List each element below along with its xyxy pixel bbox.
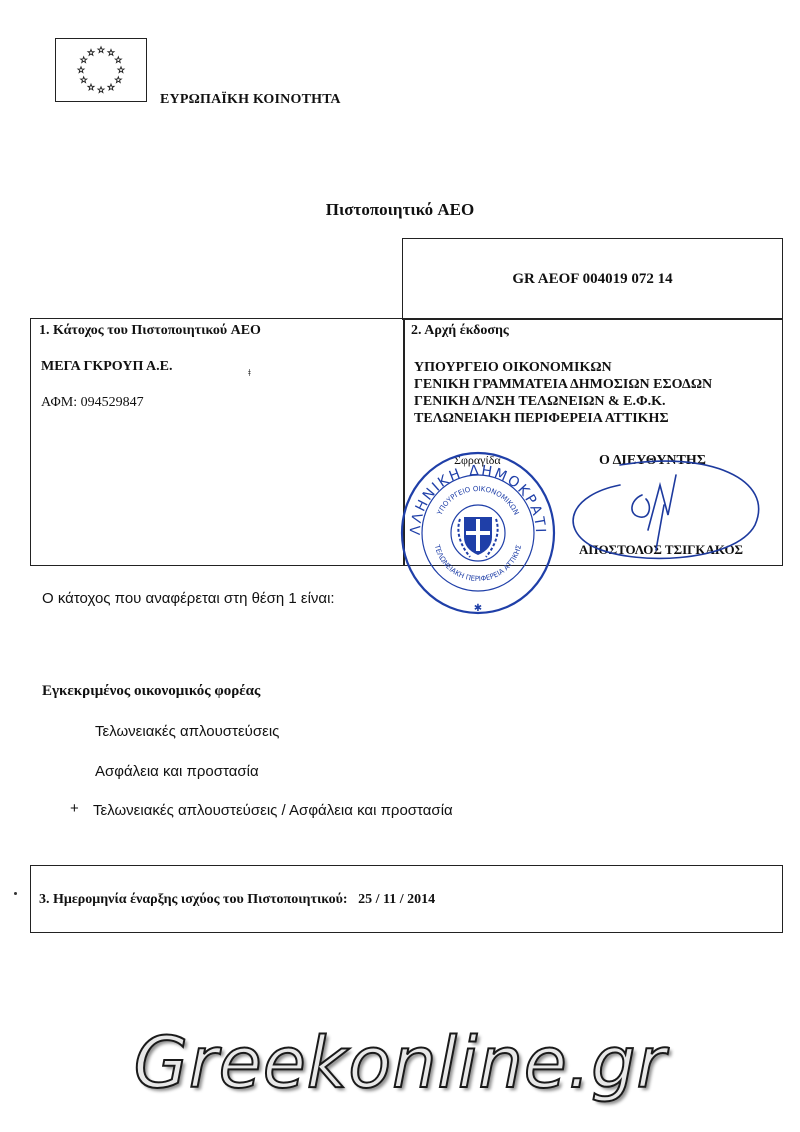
document-title: Πιστοποιητικό AEO: [325, 200, 475, 219]
eu-star-icon: [81, 77, 87, 83]
eu-star-icon: [115, 57, 121, 63]
issuer-authority: [414, 359, 712, 427]
eu-star-icon: [118, 67, 124, 73]
issuer-label: 2. Αρχή έκδοσης: [411, 323, 509, 338]
eu-star-icon: [108, 84, 114, 90]
director-title: Ο ΔΙΕΥΘΥΝΤΗΣ: [599, 453, 706, 468]
seal-inner-bottom-text: ΤΕΛΩΝΕΙΑΚΗ ΠΕΡΙΦΕΡΕΙΑ ΑΤΤΙΚΗΣ: [432, 543, 524, 584]
director-signature: [560, 455, 775, 575]
holder-name: ΜΕΓΑ ΓΚΡΟΥΠ Α.Ε.: [41, 359, 173, 374]
eu-star-icon: [98, 87, 104, 93]
selected-option-mark: +: [70, 800, 79, 817]
eu-community-label: ΕΥΡΩΠΑΪΚΗ ΚΟΙΝΟΤΗΤΑ: [160, 92, 341, 107]
eu-flag-logo: [55, 38, 147, 102]
certificate-number: GR AEOF 004019 072 14: [512, 271, 673, 287]
eu-star-icon: [88, 84, 94, 90]
issuer-line: ΓΕΝΙΚΗ Δ/ΝΣΗ ΤΕΛΩΝΕΙΩΝ & Ε.Φ.Κ.: [414, 394, 666, 409]
eu-star-icon: [88, 49, 94, 55]
holder-label: 1. Κάτοχος του Πιστοποιητικού AEO: [39, 323, 261, 338]
holder-box: [30, 318, 405, 566]
eu-star-icon: [81, 57, 87, 63]
eu-star-icon: [115, 77, 121, 83]
eu-star-icon: [108, 49, 114, 55]
issuer-line: ΥΠΟΥΡΓΕΙΟ ΟΙΚΟΝΟΜΙΚΩΝ: [414, 360, 612, 375]
eu-stars-icon: [56, 39, 146, 101]
greek-coat-of-arms-icon: [458, 517, 497, 557]
issuer-line: ΤΕΛΩΝΕΙΑΚΗ ΠΕΡΙΦΕΡΕΙΑ ΑΤΤΙΚΗΣ: [414, 411, 669, 426]
option-security-safety: Ασφάλεια και προστασία: [95, 763, 259, 780]
eu-star-icon: [78, 67, 84, 73]
director-name: ΑΠΟΣΤΟΛΟΣ ΤΣΙΓΚΑΚΟΣ: [579, 542, 744, 557]
validity-label: 3. Ημερομηνία έναρξης ισχύος του Πιστοποιητικού:: [39, 892, 348, 907]
seal-outer-text: ΛΛΗΝΙΚΗ ΔΗΜΟΚΡΑΤΙ: [407, 462, 549, 536]
holder-status-intro: Ο κάτοχος που αναφέρεται στη θέση 1 είναι:: [42, 590, 335, 607]
certificate-number-box: [402, 238, 783, 320]
scan-speck: [14, 892, 17, 895]
eu-star-icon: [98, 47, 104, 53]
seal-label: Σφραγίδα: [454, 453, 501, 467]
official-seal: [398, 445, 558, 615]
aeo-type-label: Εγκεκριμένος οικονομικός φορέας: [42, 683, 261, 699]
validity-date: 25 / 11 / 2014: [358, 892, 436, 907]
seal-star-icon: ✱: [473, 603, 483, 614]
option-full-aeo: Τελωνειακές απλουστεύσεις / Ασφάλεια και προστασία: [93, 802, 453, 819]
option-customs-simplifications: Τελωνειακές απλουστεύσεις: [95, 723, 280, 740]
validity-row: [39, 892, 435, 908]
seal-inner-top-text: ΥΠΟΥΡΓΕΙΟ ΟΙΚΟΝΟΜΙΚΩΝ: [435, 484, 521, 517]
validity-box: [30, 865, 783, 933]
issuer-line: ΓΕΝΙΚΗ ΓΡΑΜΜΑΤΕΙΑ ΔΗΜΟΣΙΩΝ ΕΣΟΔΩΝ: [414, 377, 713, 392]
watermark: Greekonline.gr: [133, 1022, 667, 1104]
holder-vat-number: ΑΦΜ: 094529847: [41, 395, 144, 410]
holder-mark: ǂ: [248, 367, 251, 379]
